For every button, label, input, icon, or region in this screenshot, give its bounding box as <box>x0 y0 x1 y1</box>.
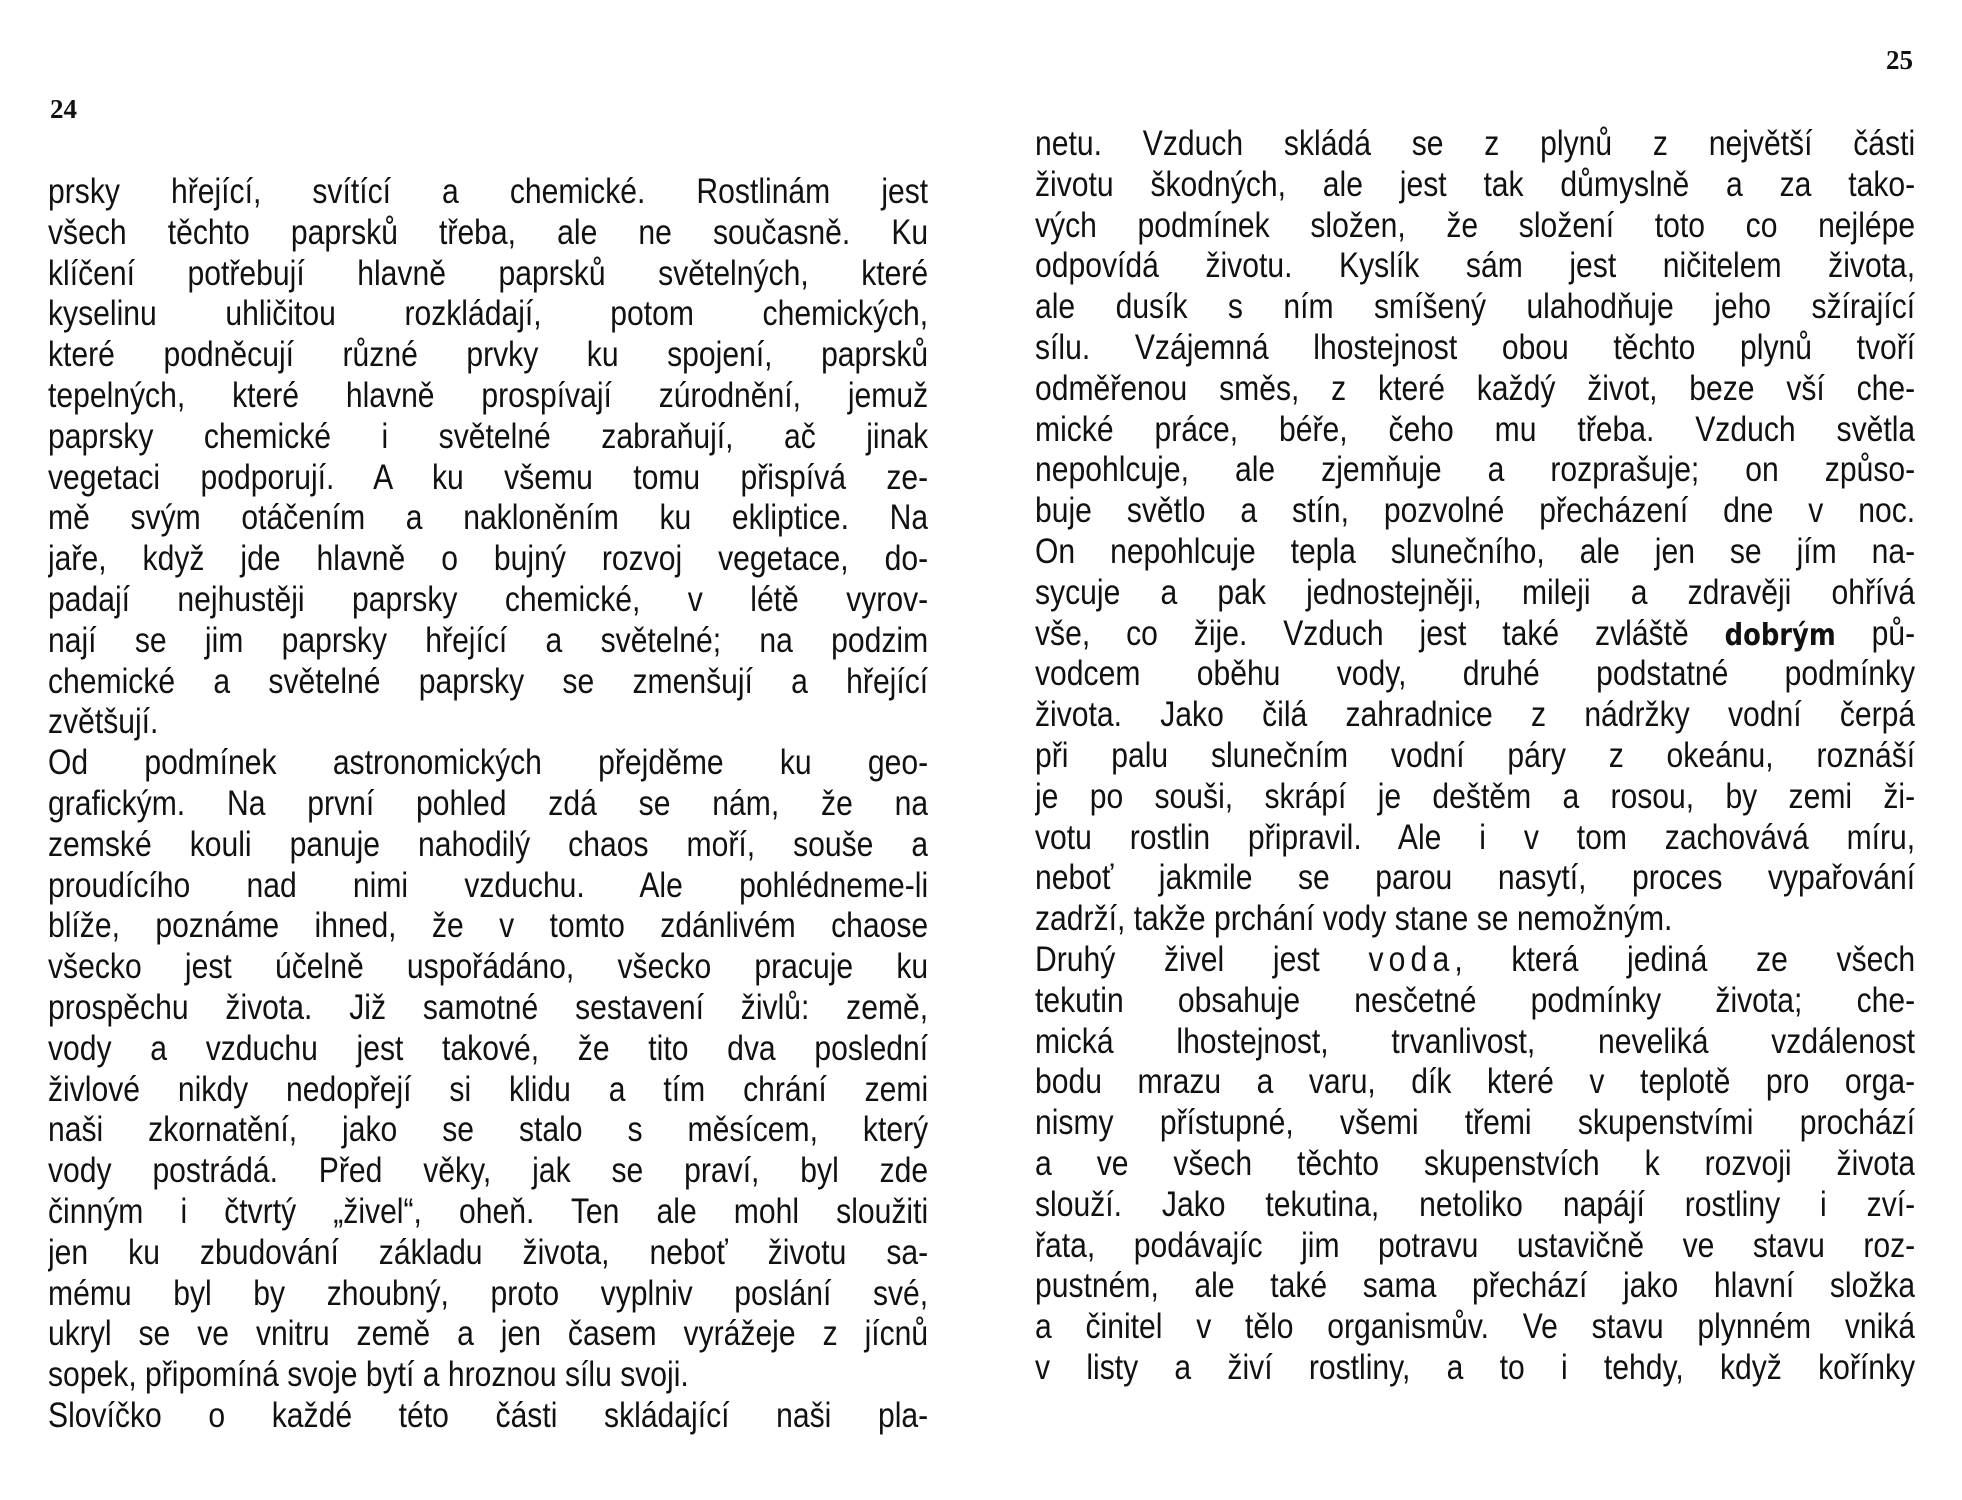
text-segment: Druhý živel jest <box>1035 939 1320 979</box>
text-line <box>48 1396 928 1437</box>
text-line: a ve všech těchto skupenstvích k rozvoji života <box>1035 1143 1916 1183</box>
text-segment: , která jediná ze všech <box>1454 939 1916 979</box>
text-line: ale dusík s ním smíšený ulahodňuje jeho sžírající <box>1035 287 1916 327</box>
text-line: grafickým. Na první pohled zdá se nám, že na <box>48 783 929 823</box>
text-line: při palu slunečním vodní páry z okeánu, roznáší <box>1035 735 1916 775</box>
text-line: života. Jako čilá zahradnice z nádržky vodní čerpá <box>1035 695 1916 735</box>
page-number-right: 25 <box>1886 45 1913 75</box>
text-line: mému byl by zhoubný, proto vyplniv poslání své, <box>48 1273 929 1313</box>
right-page-text <box>1035 124 1915 1389</box>
text-line: jaře, když jde hlavně o bujný rozvoj vegetace, do- <box>48 539 929 579</box>
text-line: klíčení potřebují hlavně paprsků světelných, které <box>48 253 929 293</box>
text-line: a činitel v tělo organismův. Ve stavu plynném vniká <box>1035 1307 1916 1347</box>
text-line: chemické a světelné paprsky se zmenšují a hřející <box>48 661 929 701</box>
text-line: vegetaci podporují. A ku všemu tomu přispívá ze- <box>48 457 929 497</box>
right-paragraph-1 <box>1035 124 1915 614</box>
text-line: mická lhostejnost, trvanlivost, neveliká vzdálenost <box>1035 1021 1916 1061</box>
text-line: blíže, poznáme ihned, že v tomto zdánlivém chaose <box>48 906 929 946</box>
text-line: neboť jakmile se parou nasytí, proces vypařování <box>1035 858 1916 898</box>
text-segment: Slovíčko o každé této části skládající naši pla- <box>48 1395 929 1435</box>
text-line: prsky hřející, svítící a chemické. Rostlinám jest <box>48 172 929 211</box>
text-line: nismy přístupné, všemi třemi skupenstvími prochází <box>1035 1103 1916 1143</box>
text-line: bodu mrazu a varu, dík které v teplotě pro orga- <box>1035 1062 1916 1102</box>
text-line: řata, podávajíc jim potravu ustavičně ve stavu roz- <box>1035 1225 1916 1265</box>
text-line: životu škodných, ale jest tak důmyslně a za tako- <box>1035 164 1916 204</box>
text-line: nají se jim paprsky hřející a světelné; na podzim <box>48 620 929 660</box>
text-line: pustném, ale také sama přechází jako hlavní složka <box>1035 1266 1916 1306</box>
text-line-stamped <box>1035 614 1915 655</box>
text-line: buje světlo a stín, pozvolné přecházení dne v noc. <box>1035 491 1916 531</box>
text-line: votu rostlin připravil. Ale i v tom zachovává míru, <box>1035 817 1916 857</box>
text-line: je po souši, skrápí je deštěm a rosou, by zemi ži- <box>1035 776 1916 816</box>
text-line: naši zkornatění, jako se stalo s měsícem, který <box>48 1110 929 1150</box>
text-line: paprsky chemické i světelné zabraňují, ač jinak <box>48 416 929 456</box>
page-number-left: 24 <box>50 94 77 124</box>
text-line: jen ku zbudování základu života, neboť životu sa- <box>48 1232 929 1272</box>
text-segment: vše, co žije. Vzduch jest také zvláště <box>1035 613 1689 653</box>
text-line: odměřenou směs, z které každý život, beze vší che- <box>1035 368 1916 408</box>
text-line: sopek, připomíná svoje bytí a hroznou sílu svoji. <box>48 1355 689 1395</box>
right-paragraph-2 <box>1035 981 1915 1389</box>
text-line: vody postrádá. Před věky, jak se praví, byl zde <box>48 1151 929 1191</box>
text-line <box>48 743 928 784</box>
text-line: tepelných, které hlavně prospívají zúrodnění, jemuž <box>48 375 929 415</box>
text-line: padají nejhustěji paprsky chemické, v létě vyrov- <box>48 579 929 619</box>
text-segment: Od podmínek astronomických přejděme ku geo- <box>48 743 929 783</box>
text-line: vých podmínek složen, že složení toto co nejlépe <box>1035 205 1916 245</box>
text-line: ukryl se ve vnitru země a jen časem vyrážeje z jícnů <box>48 1314 929 1354</box>
text-line: kyselinu uhličitou rozkládají, potom chemických, <box>48 294 929 334</box>
text-line: vodcem oběhu vody, druhé podstatné podmínky <box>1035 654 1916 694</box>
spaced-word: voda <box>1368 939 1455 979</box>
text-line: sycuje a pak jednostejněji, mileji a zdravěji ohřívá <box>1035 572 1916 612</box>
left-page-text <box>48 172 928 1437</box>
text-line: proudícího nad nimi vzduchu. Ale pohlédneme-li <box>48 865 929 905</box>
text-line: odpovídá životu. Kyslík sám jest ničitelem života, <box>1035 246 1916 286</box>
text-line: On nepohlcuje tepla slunečního, ale jen se jím na- <box>1035 531 1916 571</box>
text-line: všecko jest účelně uspořádáno, všecko pracuje ku <box>48 947 929 987</box>
text-line-paragraph-start <box>1035 940 1915 981</box>
text-line: tekutin obsahuje nesčetné podmínky života; che- <box>1035 980 1916 1020</box>
stamped-word: dobrým <box>1724 617 1836 653</box>
text-line: sílu. Vzájemná lhostejnost obou těchto plynů tvoří <box>1035 327 1916 367</box>
text-line: zemské kouli panuje nahodilý chaos moří, souše a <box>48 824 929 864</box>
text-line: mě svým otáčením a nakloněním ku ekliptice. Na <box>48 498 929 538</box>
text-line: které podněcují různé prvky ku spojení, paprsků <box>48 335 929 375</box>
right-paragraph-1-continued <box>1035 654 1915 940</box>
text-line: v listy a živí rostliny, a to i tehdy, když kořínky <box>1035 1347 1916 1387</box>
text-line: vody a vzduchu jest takové, že tito dva poslední <box>48 1028 929 1068</box>
text-segment: pů- <box>1871 613 1916 653</box>
text-line: slouží. Jako tekutina, netoliko napájí rostliny i zví- <box>1035 1184 1916 1224</box>
text-line: zvětšují. <box>48 702 159 742</box>
text-line: nepohlcuje, ale zjemňuje a rozprašuje; on způso- <box>1035 450 1916 490</box>
text-line: zadrží, takže prchání vody stane se nemožným. <box>1035 899 1673 939</box>
text-line: prospěchu života. Již samotné sestavení živlů: země, <box>48 987 929 1027</box>
text-line: mické práce, béře, čeho mu třeba. Vzduch světla <box>1035 409 1916 449</box>
text-line: činným i čtvrtý „živel“, oheň. Ten ale mohl sloužiti <box>48 1191 929 1231</box>
text-line: netu. Vzduch skládá se z plynů z největší části <box>1035 124 1916 163</box>
text-line: všech těchto paprsků třeba, ale ne současně. Ku <box>48 212 929 252</box>
text-line: živlové nikdy nedopřejí si klidu a tím chrání zemi <box>48 1069 929 1109</box>
